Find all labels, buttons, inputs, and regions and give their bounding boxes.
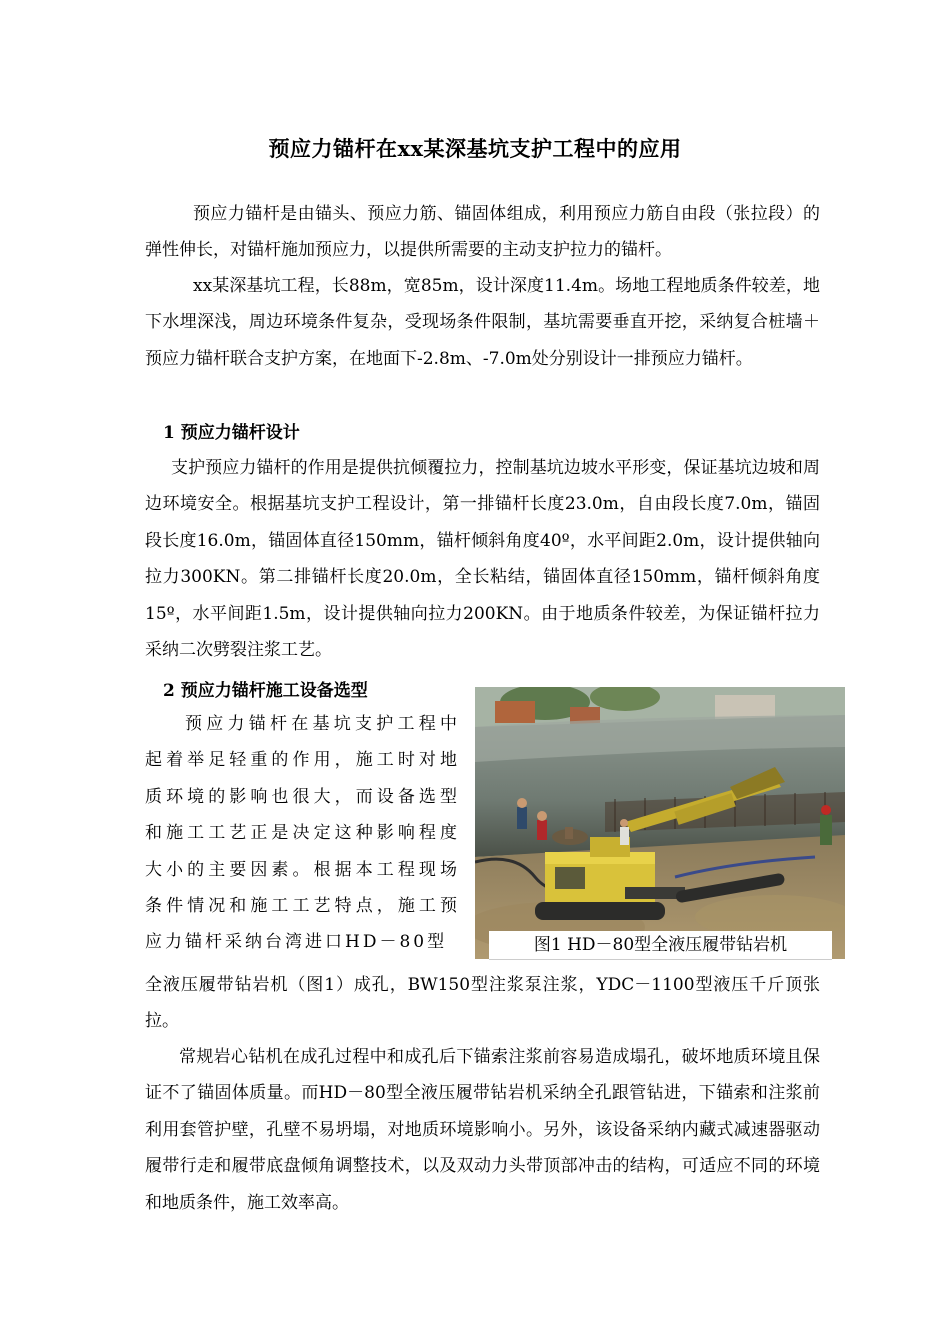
- intro-paragraph-1: 预应力锚杆是由锚头、预应力筋、锚固体组成，利用预应力筋自由段（张拉段）的弹性伸长，对锚杆施加预应力，以提供所需要的主动支护拉力的锚杆。: [145, 204, 820, 261]
- drilling-rig-photo: [475, 687, 845, 959]
- intro-paragraph-2: xx某深基坑工程，长88m，宽85m，设计深度11.4m。场地工程地质条件较差，地下水埋深浅，周边环境条件复杂，受现场条件限制，基坑需要垂直开挖，采纳复合桩墙＋预应力锚杆联合支护方案，在地面下-2.8m、-7.0m处分别设计一排预应力锚杆。: [145, 276, 820, 369]
- figure-caption: 图1 HD－80型全液压履带钻岩机: [489, 931, 832, 960]
- section-2-body-continued: 全液压履带钻岩机（图1）成孔，BW150型注浆泵注浆，YDC－1100型液压千斤顶张拉。: [145, 975, 820, 1032]
- document-title: 预应力锚杆在xx某深基坑支护工程中的应用: [268, 136, 682, 161]
- section-1-body: 支护预应力锚杆的作用是提供抗倾覆拉力，控制基坑边坡水平形变，保证基坑边坡和周边环境安全。根据基坑支护工程设计，第一排锚杆长度23.0m，自由段长度7.0m，锚固段长度16.0m，锚固体直径150mm，锚杆倾斜角度40º，水平间距2.0m，设计提供轴向拉力300KN。第二排锚杆长度20.0m，全长粘结，锚固体直径150mm，锚杆倾斜角度15º，水平间距1.5m，设计提供轴向拉力200KN。由于地质条件较差，为保证锚杆拉力采纳二次劈裂注浆工艺。: [145, 458, 820, 661]
- section-1-heading: 1 预应力锚杆设计: [163, 423, 300, 443]
- section-2-body-wrapped: 预应力锚杆在基坑支护工程中起着举足轻重的作用，施工时对地质环境的影响也很大，而设备选型和施工工艺正是决定这种影响程度大小的主要因素。根据本工程现场条件情况和施工工艺特点，施工预应力锚杆采纳台湾进口HD－80型: [145, 714, 460, 953]
- section-2-paragraph-2: 常规岩心钻机在成孔过程中和成孔后下锚索注浆前容易造成塌孔，破坏地质环境且保证不了锚固体质量。而HD－80型全液压履带钻岩机采纳全孔跟管钻进，下锚索和注浆前利用套管护壁，孔壁不易坍塌，对地质环境影响小。另外，该设备采纳内藏式减速器驱动履带行走和履带底盘倾角调整技术，以及双动力头带顶部冲击的结构，可适应不同的环境和地质条件，施工效率高。: [145, 1047, 820, 1213]
- section-2-heading: 2 预应力锚杆施工设备选型: [163, 681, 368, 701]
